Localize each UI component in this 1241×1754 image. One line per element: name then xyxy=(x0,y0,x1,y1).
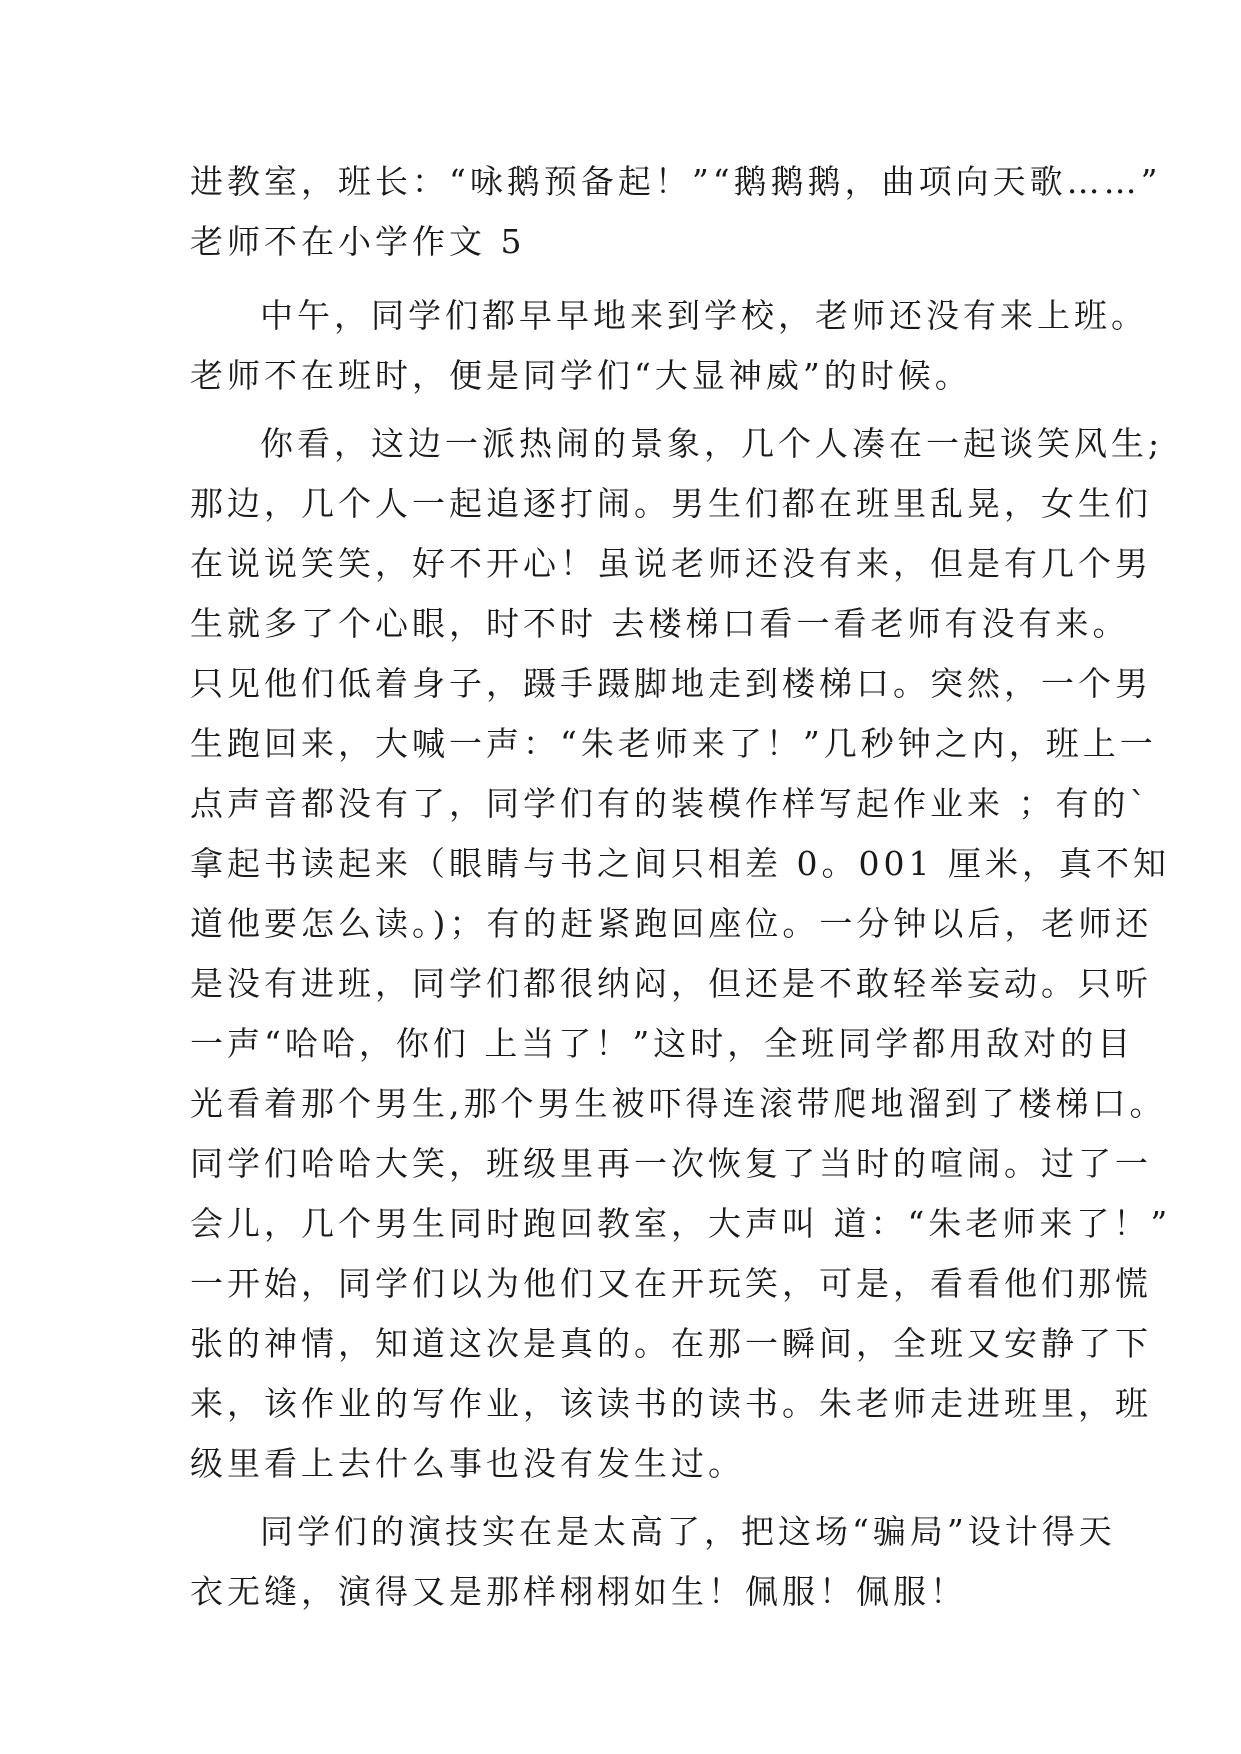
paragraph-2 xyxy=(190,414,1172,1494)
paragraph-line: 一开始，同学们以为他们又在开玩笑，可是，看看他们那慌 xyxy=(190,1264,1152,1303)
paragraph-3 xyxy=(190,1502,1116,1622)
paragraph-line: 同学们的演技实在是太高了，把这场“骗局”设计得天 xyxy=(260,1512,1116,1551)
paragraph-line: 道他要怎么读。)；有的赶紧跑回座位。一分钟以后，老师还 xyxy=(190,904,1153,943)
document-body xyxy=(190,152,1172,1622)
paragraph-line: 同学们哈哈大笑，班级里再一次恢复了当时的喧闹。过了一 xyxy=(190,1144,1152,1183)
paragraph-line: 拿起书读起来（眼睛与书之间只相差 0。001 厘米，真不知 xyxy=(190,844,1170,883)
paragraph-line: 你看，这边一派热闹的景象，几个人凑在一起谈笑风生; xyxy=(260,424,1164,463)
paragraph-line: 光看着那个男生,那个男生被吓得连滚带爬地溜到了楼梯口。 xyxy=(190,1084,1167,1123)
intro-line: 进教室，班长：“咏鹅预备起！”“鹅鹅鹅，曲项向天歌……” xyxy=(190,162,1162,201)
paragraph-line: 是没有进班，同学们都很纳闷，但还是不敢轻举妄动。只听 xyxy=(190,964,1152,1003)
paragraph-line: 生就多了个心眼，时不时 去楼梯口看一看老师有没有来。 xyxy=(190,604,1130,643)
paragraph-line: 张的神情，知道这次是真的。在那一瞬间，全班又安静了下 xyxy=(190,1324,1152,1363)
paragraph-line: 生跑回来，大喊一声：“朱老师来了！”几秒钟之内，班上一 xyxy=(190,724,1157,763)
paragraph-line: 在说说笑笑，好不开心！虽说老师还没有来，但是有几个男 xyxy=(190,544,1152,583)
paragraph-line: 来，该作业的写作业，该读书的读书。朱老师走进班里，班 xyxy=(190,1384,1152,1423)
paragraph-line: 老师不在班时，便是同学们“大显神威”的时候。 xyxy=(190,356,972,395)
paragraph-1 xyxy=(190,286,1148,406)
paragraph-line: 点声音都没有了，同学们有的装模作样写起作业来 ；有的` xyxy=(190,784,1150,823)
paragraph-line: 中午，同学们都早早地来到学校，老师还没有来上班。 xyxy=(260,296,1148,335)
paragraph-line: 级里看上去什么事也没有发生过。 xyxy=(190,1444,745,1483)
paragraph-line: 衣无缝，演得又是那样栩栩如生！佩服！佩服！ xyxy=(190,1572,967,1611)
paragraph-line: 一声“哈哈，你们 上当了！”这时，全班同学都用敌对的目 xyxy=(190,1024,1135,1063)
paragraph-line: 只见他们低着身子，蹑手蹑脚地走到楼梯口。突然，一个男 xyxy=(190,664,1152,703)
paragraph-line: 那边，几个人一起追逐打闹。男生们都在班里乱晃，女生们 xyxy=(190,484,1152,523)
paragraph-line: 会儿，几个男生同时跑回教室，大声叫 道：“朱老师来了！” xyxy=(190,1204,1172,1243)
essay-title: 老师不在小学作文 5 xyxy=(190,222,526,261)
